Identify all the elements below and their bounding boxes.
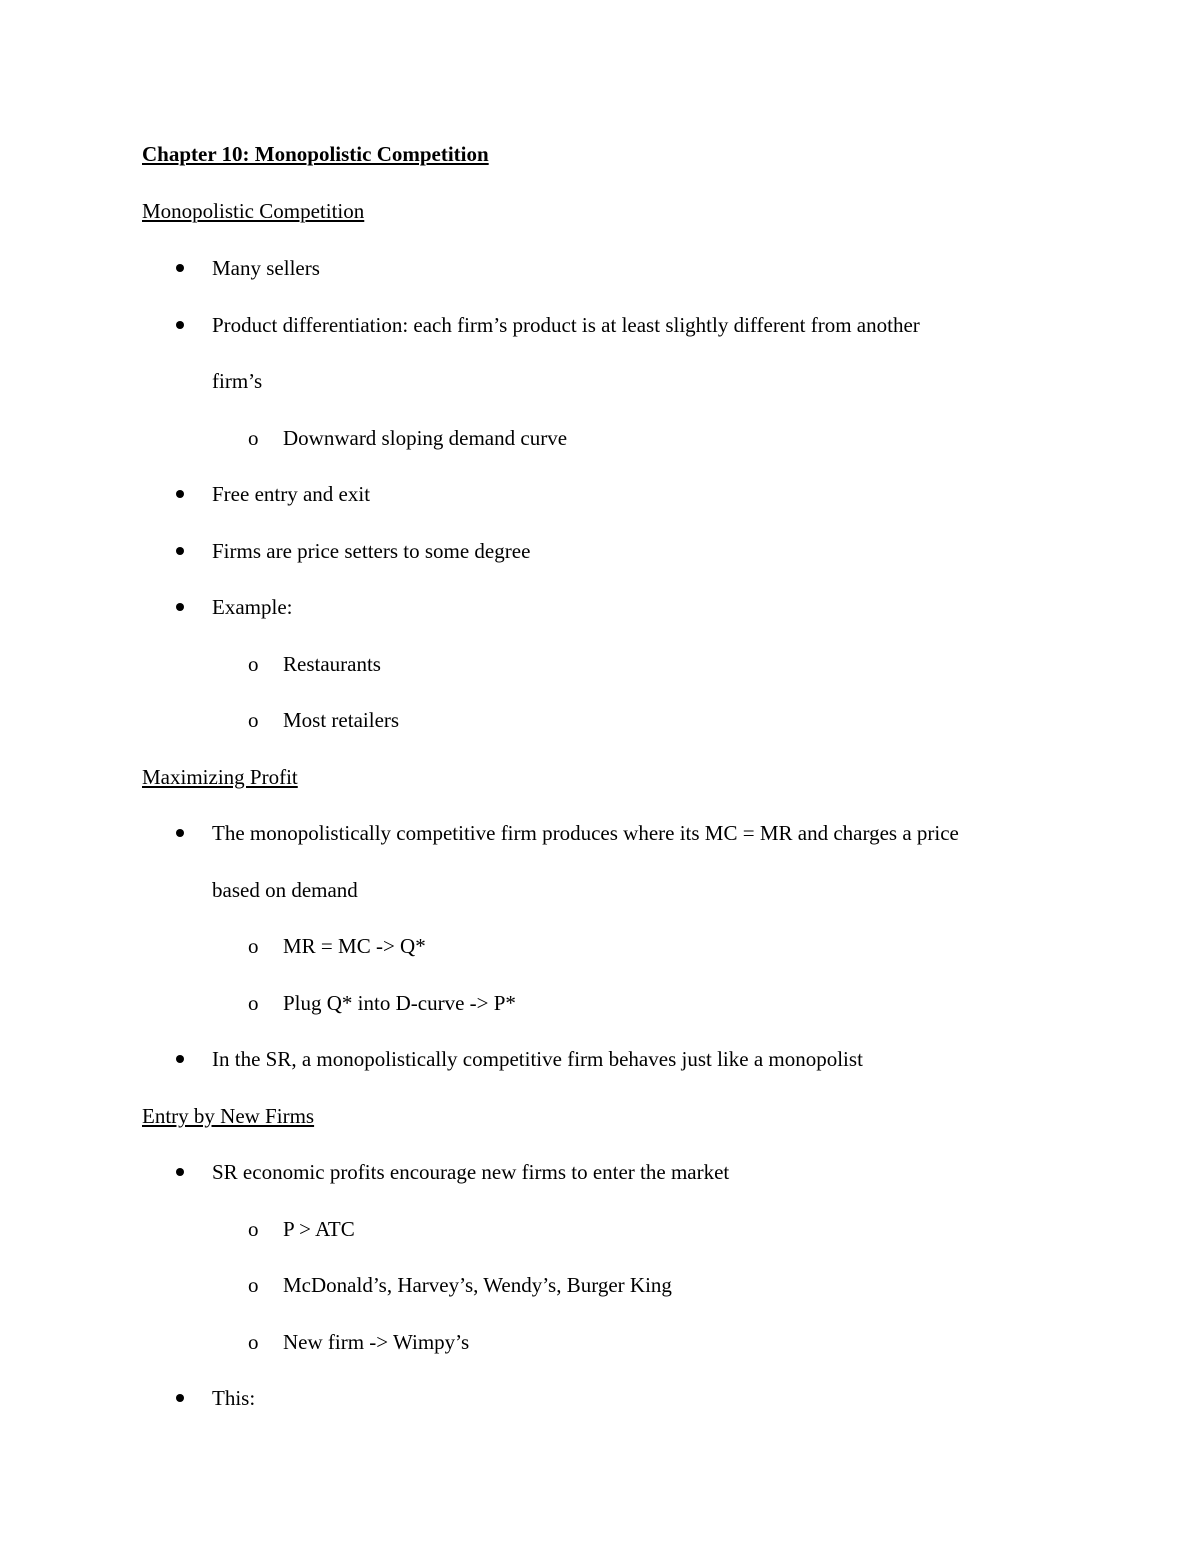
list-item: Firms are price setters to some degree bbox=[212, 539, 531, 563]
sub-list-item: McDonald’s, Harvey’s, Wendy’s, Burger King bbox=[283, 1273, 672, 1297]
list-item-continuation: firm’s bbox=[212, 369, 263, 393]
sub-bullet-icon: o bbox=[248, 934, 259, 958]
list-item: SR economic profits encourage new firms to enter the market bbox=[212, 1160, 730, 1184]
section-heading: Entry by New Firms bbox=[142, 1104, 315, 1128]
bullet-icon bbox=[176, 321, 184, 329]
bullet-icon bbox=[176, 829, 184, 837]
sub-list-item: P > ATC bbox=[283, 1217, 355, 1241]
bullet-icon bbox=[176, 1055, 184, 1063]
sub-list-item: Most retailers bbox=[283, 708, 400, 732]
list-item: This: bbox=[212, 1386, 256, 1410]
list-item: Free entry and exit bbox=[212, 482, 371, 506]
section-heading: Maximizing Profit bbox=[142, 765, 298, 789]
list-item: The monopolistically competitive firm produces where its MC = MR and charges a price bbox=[212, 821, 959, 845]
sub-list-item: Downward sloping demand curve bbox=[283, 426, 568, 450]
sub-list-item: MR = MC -> Q* bbox=[283, 934, 426, 958]
section-heading: Monopolistic Competition bbox=[142, 199, 365, 223]
list-item: Many sellers bbox=[212, 256, 320, 280]
bullet-icon bbox=[176, 547, 184, 555]
bullet-icon bbox=[176, 264, 184, 272]
page-title: Chapter 10: Monopolistic Competition bbox=[142, 142, 489, 166]
bullet-icon bbox=[176, 603, 184, 611]
sub-bullet-icon: o bbox=[248, 708, 259, 732]
bullet-icon bbox=[176, 490, 184, 498]
sub-list-item: Plug Q* into D-curve -> P* bbox=[283, 991, 516, 1015]
sub-list-item: New firm -> Wimpy’s bbox=[283, 1330, 470, 1354]
sub-list-item: Restaurants bbox=[283, 652, 381, 676]
bullet-icon bbox=[176, 1168, 184, 1176]
sub-bullet-icon: o bbox=[248, 1273, 259, 1297]
bullet-icon bbox=[176, 1394, 184, 1402]
list-item: Example: bbox=[212, 595, 293, 619]
sub-bullet-icon: o bbox=[248, 1330, 259, 1354]
list-item-continuation: based on demand bbox=[212, 878, 358, 902]
sub-bullet-icon: o bbox=[248, 426, 259, 450]
sub-bullet-icon: o bbox=[248, 652, 259, 676]
list-item: Product differentiation: each firm’s product is at least slightly different from another bbox=[212, 313, 920, 337]
sub-bullet-icon: o bbox=[248, 991, 259, 1015]
sub-bullet-icon: o bbox=[248, 1217, 259, 1241]
list-item: In the SR, a monopolistically competitive firm behaves just like a monopolist bbox=[212, 1047, 863, 1071]
